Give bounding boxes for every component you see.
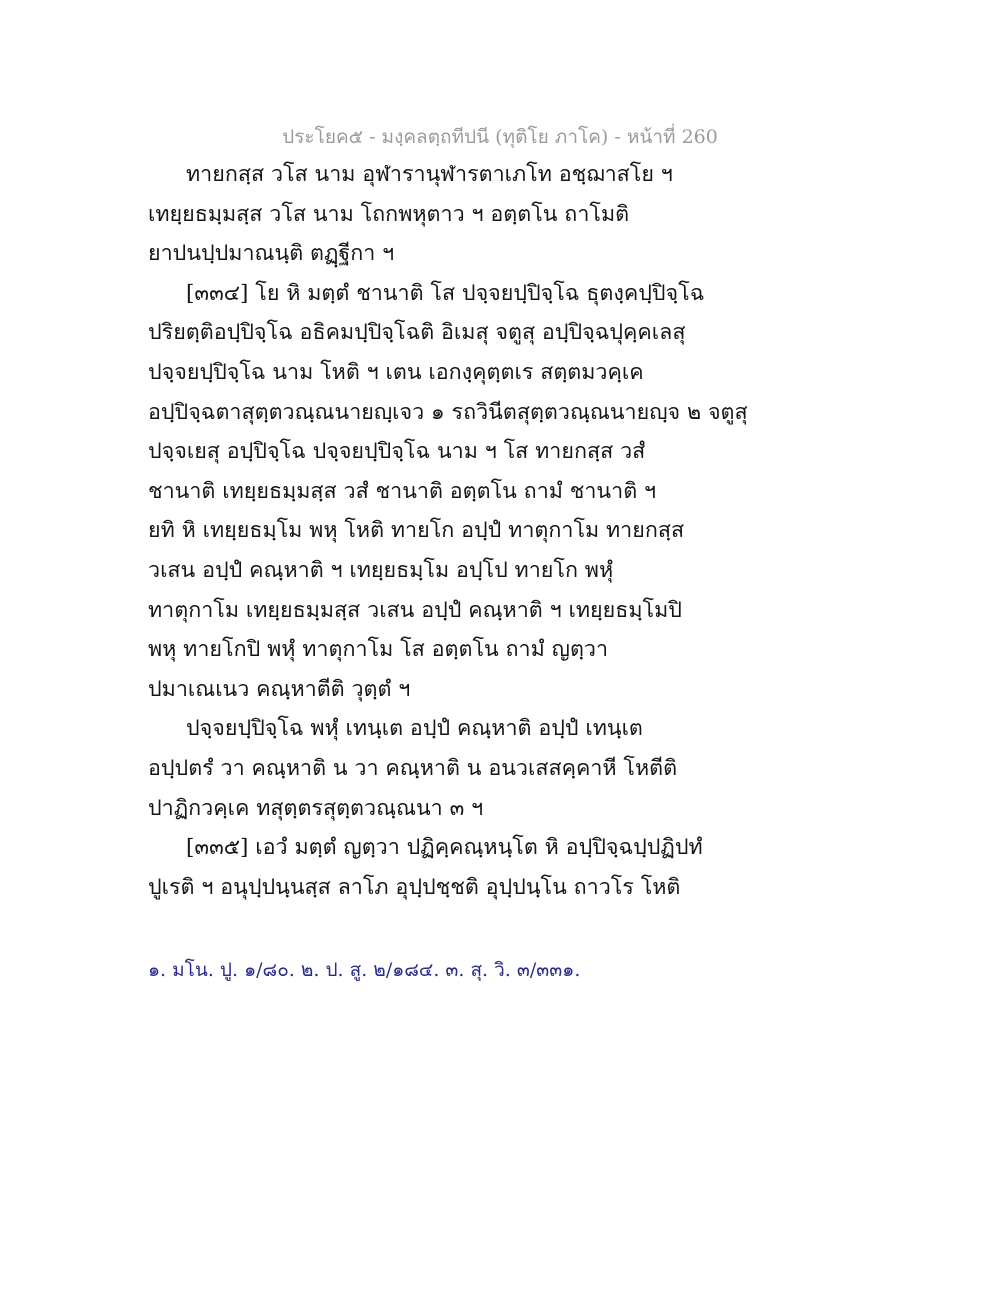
text-line: ยาปนปฺปมาณนฺติ ตฏฺฐีกา ฯ xyxy=(148,241,395,267)
text-line: ยทิ หิ เทยฺยธมฺโม พหุ โหติ ทายโก อปฺปํ ทาตุกาโม ทายกสฺส xyxy=(148,518,685,544)
text-line: ปมาเณเนว คณฺหาตีติ วุตฺตํ ฯ xyxy=(148,676,411,702)
text-line: ทายกสฺส วโส นาม อุฬารานุฬารตาเภโท อชฺฌาสโย ฯ xyxy=(186,162,673,187)
text-line: อปฺปตรํ วา คณฺหาติ น วา คณฺหาติ น อนวเสสคฺคาหี โหตีติ xyxy=(148,755,678,781)
text-line: ปจฺจเยสุ อปฺปิจฺโฉ ปจฺจยปฺปิจฺโฉ นาม ฯ โส ทายกสฺส วสํ xyxy=(148,439,646,465)
text-line: ทาตุกาโม เทยฺยธมฺมสฺส วเสน อปฺปํ คณฺหาติ ฯ เทยฺยธมฺโมปิ xyxy=(148,597,682,623)
text-line: ปจฺจยปฺปิจฺโฉ นาม โหติ ฯ เตน เอกงฺคุตฺตเร สตฺตมวคฺเค xyxy=(148,359,644,385)
text-line: ปูเรติ ฯ อนุปฺปนฺนสฺส ลาโภ อุปฺปชฺชติ อุปฺปนฺโน ถาวโร โหติ xyxy=(148,874,681,900)
text-line: ปริยตฺติอปฺปิจฺโฉ อธิคมปฺปิจฺโฉติ อิเมสุ จตูสุ อปฺปิจฺฉปุคฺคเลสุ xyxy=(148,320,686,346)
running-header: ประโยค๕ - มงฺคลตฺถทีปนี (ทุติโย ภาโค) - หน้าที่ 260 xyxy=(282,126,718,148)
text-line: วเสน อปฺปํ คณฺหาติ ฯ เทยฺยธมฺโม อปฺโป ทายโก พหุํ xyxy=(148,557,614,583)
text-line: ปาฏิกวคฺเค ทสุตฺตรสุตฺตวณฺณนา ๓ ฯ xyxy=(148,795,484,821)
paragraph-335-start: [๓๓๕] เอวํ มตฺตํ ญตฺวา ปฏิคฺคณฺหนฺโต หิ อปฺปิจฺฉปฺปฏิปทํ xyxy=(186,835,703,861)
body-text xyxy=(148,160,748,912)
text-line: เทยฺยธมฺมสฺส วโส นาม โถกพหุตาว ฯ อตฺตโน ถาโมติ xyxy=(148,201,630,227)
text-line: ปจฺจยปฺปิจฺโฉ พหุํ เทนฺเต อปฺปํ คณฺหาติ อปฺปํ เทนฺเต xyxy=(186,716,643,742)
text-line: พหุ ทายโกปิ พหุํ ทาตุกาโม โส อตฺตโน ถามํ ญตฺวา xyxy=(148,637,609,663)
footnote: ๑. มโน. ปู. ๑/๘๐. ๒. ป. สู. ๒/๑๘๔. ๓. สุ. วิ. ๓/๓๓๑. xyxy=(148,959,581,981)
text-line: อปฺปิจฺฉตาสุตฺตวณฺณนายญฺเจว ๑ รถวินีตสุตฺตวณฺณนายญฺจ ๒ จตูสุ xyxy=(148,399,748,425)
text-line: ชานาติ เทยฺยธมฺมสฺส วสํ ชานาติ อตฺตโน ถามํ ชานาติ ฯ xyxy=(148,478,657,504)
paragraph-334-start: [๓๓๔] โย หิ มตฺตํ ชานาติ โส ปจฺจยปฺปิจฺโฉ ธุตงฺคปฺปิจฺโฉ xyxy=(186,280,705,306)
